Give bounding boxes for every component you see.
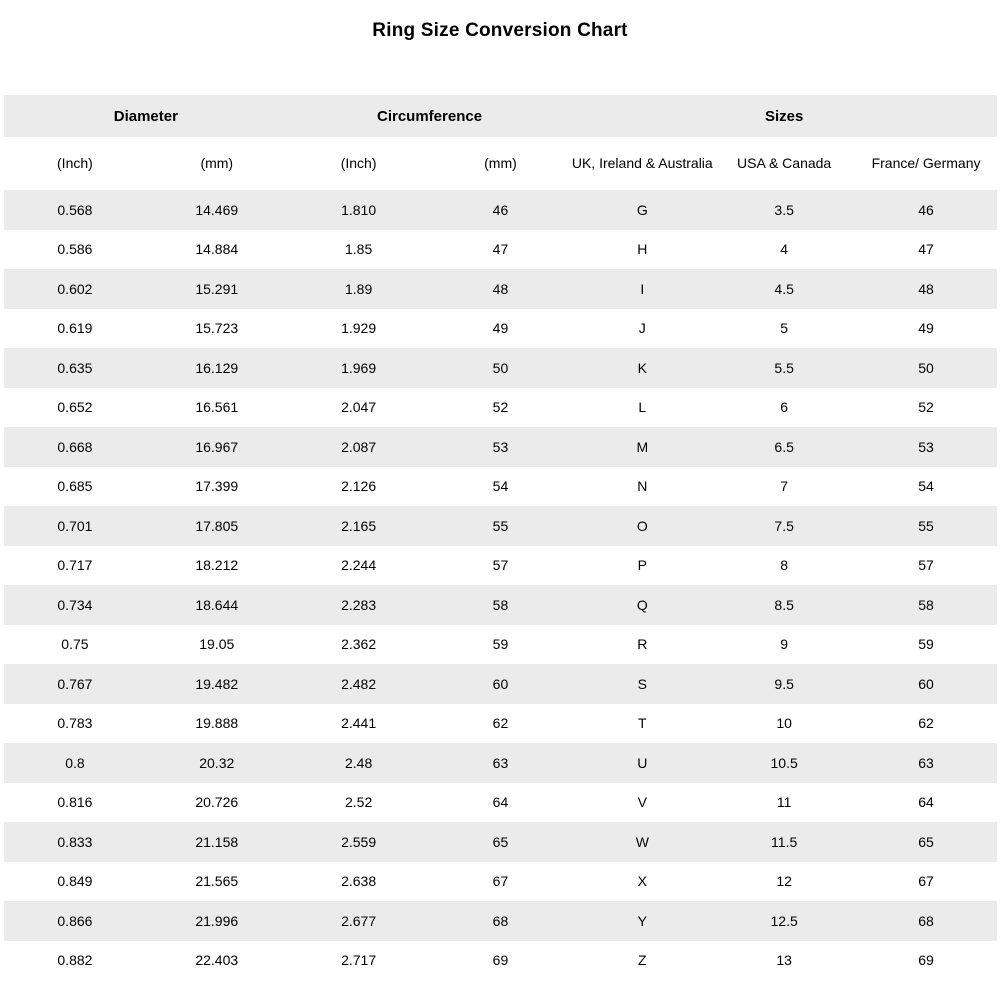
- table-cell: 20.32: [146, 743, 288, 783]
- table-cell: I: [571, 269, 713, 309]
- table-cell: 2.482: [288, 664, 430, 704]
- table-cell: H: [637, 241, 648, 258]
- table-cell: 58: [855, 585, 997, 625]
- table-cell: 19.888: [195, 715, 239, 732]
- table-cell: 2.638: [341, 873, 377, 890]
- table-cell: 16.561: [195, 399, 239, 416]
- table-header: [4, 95, 997, 190]
- table-row: [4, 269, 997, 309]
- table-cell: 0.568: [4, 190, 146, 230]
- table-cell: 2.48: [288, 743, 430, 783]
- table-cell: 52: [918, 399, 934, 416]
- table-cell: 21.996: [146, 901, 288, 941]
- table-cell: 15.291: [146, 269, 288, 309]
- table-cell: 10.5: [713, 743, 855, 783]
- table-cell: 0.717: [57, 557, 93, 574]
- column-header-5: USA & Canada: [713, 137, 855, 190]
- table-cell: 52: [492, 399, 509, 416]
- table-cell: 6: [780, 399, 789, 416]
- table-cell: 10: [776, 715, 792, 732]
- table-cell: 8.5: [713, 585, 855, 625]
- table-cell: 2.165: [288, 506, 430, 546]
- table-cell: 55: [855, 506, 997, 546]
- table-cell: 12: [776, 873, 792, 890]
- table-cell: 57: [918, 557, 934, 574]
- table-cell: 9: [780, 636, 789, 653]
- table-cell: 0.685: [57, 478, 93, 495]
- table-body: [4, 190, 997, 980]
- column-header-1: (mm): [146, 137, 288, 190]
- table-cell: 12.5: [713, 901, 855, 941]
- table-cell: 20.726: [195, 794, 239, 811]
- table-cell: 0.833: [4, 822, 146, 862]
- table-cell: 62: [918, 715, 934, 732]
- table-cell: J: [638, 320, 646, 337]
- table-cell: 5.5: [713, 348, 855, 388]
- table-cell: 0.652: [57, 399, 93, 416]
- table-cell: 6.5: [713, 427, 855, 467]
- table-cell: 46: [855, 190, 997, 230]
- table-cell: 0.849: [57, 873, 93, 890]
- table-cell: 0.668: [4, 427, 146, 467]
- table-cell: 67: [492, 873, 509, 890]
- table-cell: 13: [776, 952, 792, 969]
- table-cell: 0.619: [57, 320, 93, 337]
- table-cell: 19.482: [146, 664, 288, 704]
- table-cell: 2.677: [288, 901, 430, 941]
- table-cell: 2.244: [341, 557, 377, 574]
- table-cell: 18.212: [195, 557, 239, 574]
- table-row: [4, 348, 997, 388]
- table-cell: V: [637, 794, 647, 811]
- table-cell: 0.602: [4, 269, 146, 309]
- table-cell: 46: [430, 190, 572, 230]
- column-header-6: France/ Germany: [855, 137, 997, 190]
- table-cell: 2.087: [288, 427, 430, 467]
- table-row: [4, 190, 997, 230]
- table-cell: 2.047: [341, 399, 377, 416]
- table-cell: 5: [780, 320, 789, 337]
- table-cell: 69: [918, 952, 934, 969]
- table-cell: 1.929: [341, 320, 377, 337]
- table-cell: 0.816: [57, 794, 93, 811]
- table-cell: 64: [492, 794, 509, 811]
- table-cell: 1.810: [288, 190, 430, 230]
- table-row: [4, 862, 997, 902]
- table-cell: 48: [430, 269, 572, 309]
- table-row: [4, 783, 997, 823]
- table-cell: 0.635: [4, 348, 146, 388]
- table-cell: Z: [638, 952, 647, 969]
- table-row: [4, 822, 997, 862]
- table-cell: 47: [492, 241, 509, 258]
- table-cell: 21.158: [146, 822, 288, 862]
- table-row: [4, 585, 997, 625]
- table-cell: 2.559: [288, 822, 430, 862]
- table-cell: 64: [918, 794, 934, 811]
- table-cell: 48: [855, 269, 997, 309]
- table-cell: K: [571, 348, 713, 388]
- table-cell: 8: [780, 557, 789, 574]
- table-cell: 54: [492, 478, 509, 495]
- table-cell: 50: [855, 348, 997, 388]
- table-cell: 0.734: [4, 585, 146, 625]
- table-cell: 14.469: [146, 190, 288, 230]
- table-cell: 60: [855, 664, 997, 704]
- table-cell: 17.805: [146, 506, 288, 546]
- table-cell: N: [637, 478, 648, 495]
- table-cell: 3.5: [713, 190, 855, 230]
- table-cell: 2.362: [341, 636, 377, 653]
- table-cell: 11: [776, 794, 792, 811]
- table-cell: 55: [430, 506, 572, 546]
- table-cell: 62: [492, 715, 509, 732]
- column-header-row: [4, 137, 997, 190]
- table-row: [4, 467, 997, 507]
- table-row: [4, 309, 997, 349]
- column-header-0: (Inch): [4, 137, 146, 190]
- table-cell: X: [637, 873, 647, 890]
- table-cell: 16.129: [146, 348, 288, 388]
- table-cell: 7: [780, 478, 789, 495]
- table-cell: 16.967: [146, 427, 288, 467]
- table-cell: 63: [430, 743, 572, 783]
- table-cell: 50: [430, 348, 572, 388]
- table-cell: 68: [855, 901, 997, 941]
- table-cell: 11.5: [713, 822, 855, 862]
- table-row: [4, 941, 997, 981]
- table-cell: O: [571, 506, 713, 546]
- table-row: [4, 625, 997, 665]
- table-cell: 1.969: [288, 348, 430, 388]
- table-cell: 59: [918, 636, 934, 653]
- table-cell: 0.767: [4, 664, 146, 704]
- table-row: [4, 664, 997, 704]
- table-cell: 0.701: [4, 506, 146, 546]
- table-cell: 68: [430, 901, 572, 941]
- table-row: [4, 388, 997, 428]
- table-cell: R: [637, 636, 648, 653]
- table-cell: G: [571, 190, 713, 230]
- table-cell: 2.126: [341, 478, 377, 495]
- table-cell: 53: [430, 427, 572, 467]
- table-cell: 49: [492, 320, 509, 337]
- table-cell: 2.717: [341, 952, 377, 969]
- column-header-4: UK, Ireland & Australia: [571, 137, 713, 190]
- table-cell: 0.586: [57, 241, 93, 258]
- table-cell: 54: [918, 478, 934, 495]
- table-cell: Y: [571, 901, 713, 941]
- table-row: [4, 704, 997, 744]
- page-title: Ring Size Conversion Chart: [372, 20, 628, 41]
- table-cell: T: [638, 715, 647, 732]
- group-header-circumference: Circumference: [288, 95, 572, 137]
- table-cell: 67: [918, 873, 934, 890]
- table-cell: 57: [492, 557, 509, 574]
- table-cell: W: [571, 822, 713, 862]
- table-cell: 4: [780, 241, 789, 258]
- table-cell: L: [638, 399, 647, 416]
- table-cell: 0.75: [61, 636, 89, 653]
- table-cell: 53: [855, 427, 997, 467]
- table-cell: 17.399: [195, 478, 239, 495]
- table-cell: 69: [492, 952, 509, 969]
- table-cell: 65: [855, 822, 997, 862]
- table-cell: 2.52: [344, 794, 373, 811]
- table-cell: 63: [855, 743, 997, 783]
- table-cell: 1.85: [344, 241, 373, 258]
- table-cell: M: [571, 427, 713, 467]
- table-cell: 9.5: [713, 664, 855, 704]
- table-cell: P: [637, 557, 647, 574]
- table-cell: 2.283: [288, 585, 430, 625]
- table-cell: 18.644: [146, 585, 288, 625]
- table-cell: 59: [492, 636, 509, 653]
- table-row: [4, 901, 997, 941]
- table-row: [4, 427, 997, 467]
- group-header-sizes: Sizes: [571, 95, 997, 137]
- table-cell: 2.441: [341, 715, 377, 732]
- column-header-3: (mm): [430, 137, 572, 190]
- ring-size-conversion-table: [4, 95, 997, 980]
- table-cell: Q: [571, 585, 713, 625]
- table-cell: 4.5: [713, 269, 855, 309]
- table-row: [4, 506, 997, 546]
- table-cell: 47: [918, 241, 934, 258]
- table-cell: 0.882: [57, 952, 93, 969]
- table-cell: 0.866: [4, 901, 146, 941]
- table-cell: 49: [918, 320, 934, 337]
- group-header-diameter: Diameter: [4, 95, 288, 137]
- table-cell: 58: [430, 585, 572, 625]
- table-cell: 21.565: [195, 873, 239, 890]
- table-row: [4, 230, 997, 270]
- table-row: [4, 743, 997, 783]
- table-cell: S: [571, 664, 713, 704]
- table-cell: 0.783: [57, 715, 93, 732]
- table-cell: 19.05: [199, 636, 235, 653]
- table-cell: 0.8: [4, 743, 146, 783]
- table-cell: 22.403: [195, 952, 239, 969]
- table-row: [4, 546, 997, 586]
- table-cell: 14.884: [195, 241, 239, 258]
- table-cell: 1.89: [288, 269, 430, 309]
- table-cell: 15.723: [195, 320, 239, 337]
- table-cell: U: [571, 743, 713, 783]
- group-header-row: [4, 95, 997, 137]
- table-cell: 60: [430, 664, 572, 704]
- table-cell: 7.5: [713, 506, 855, 546]
- column-header-2: (Inch): [288, 137, 430, 190]
- table-cell: 65: [430, 822, 572, 862]
